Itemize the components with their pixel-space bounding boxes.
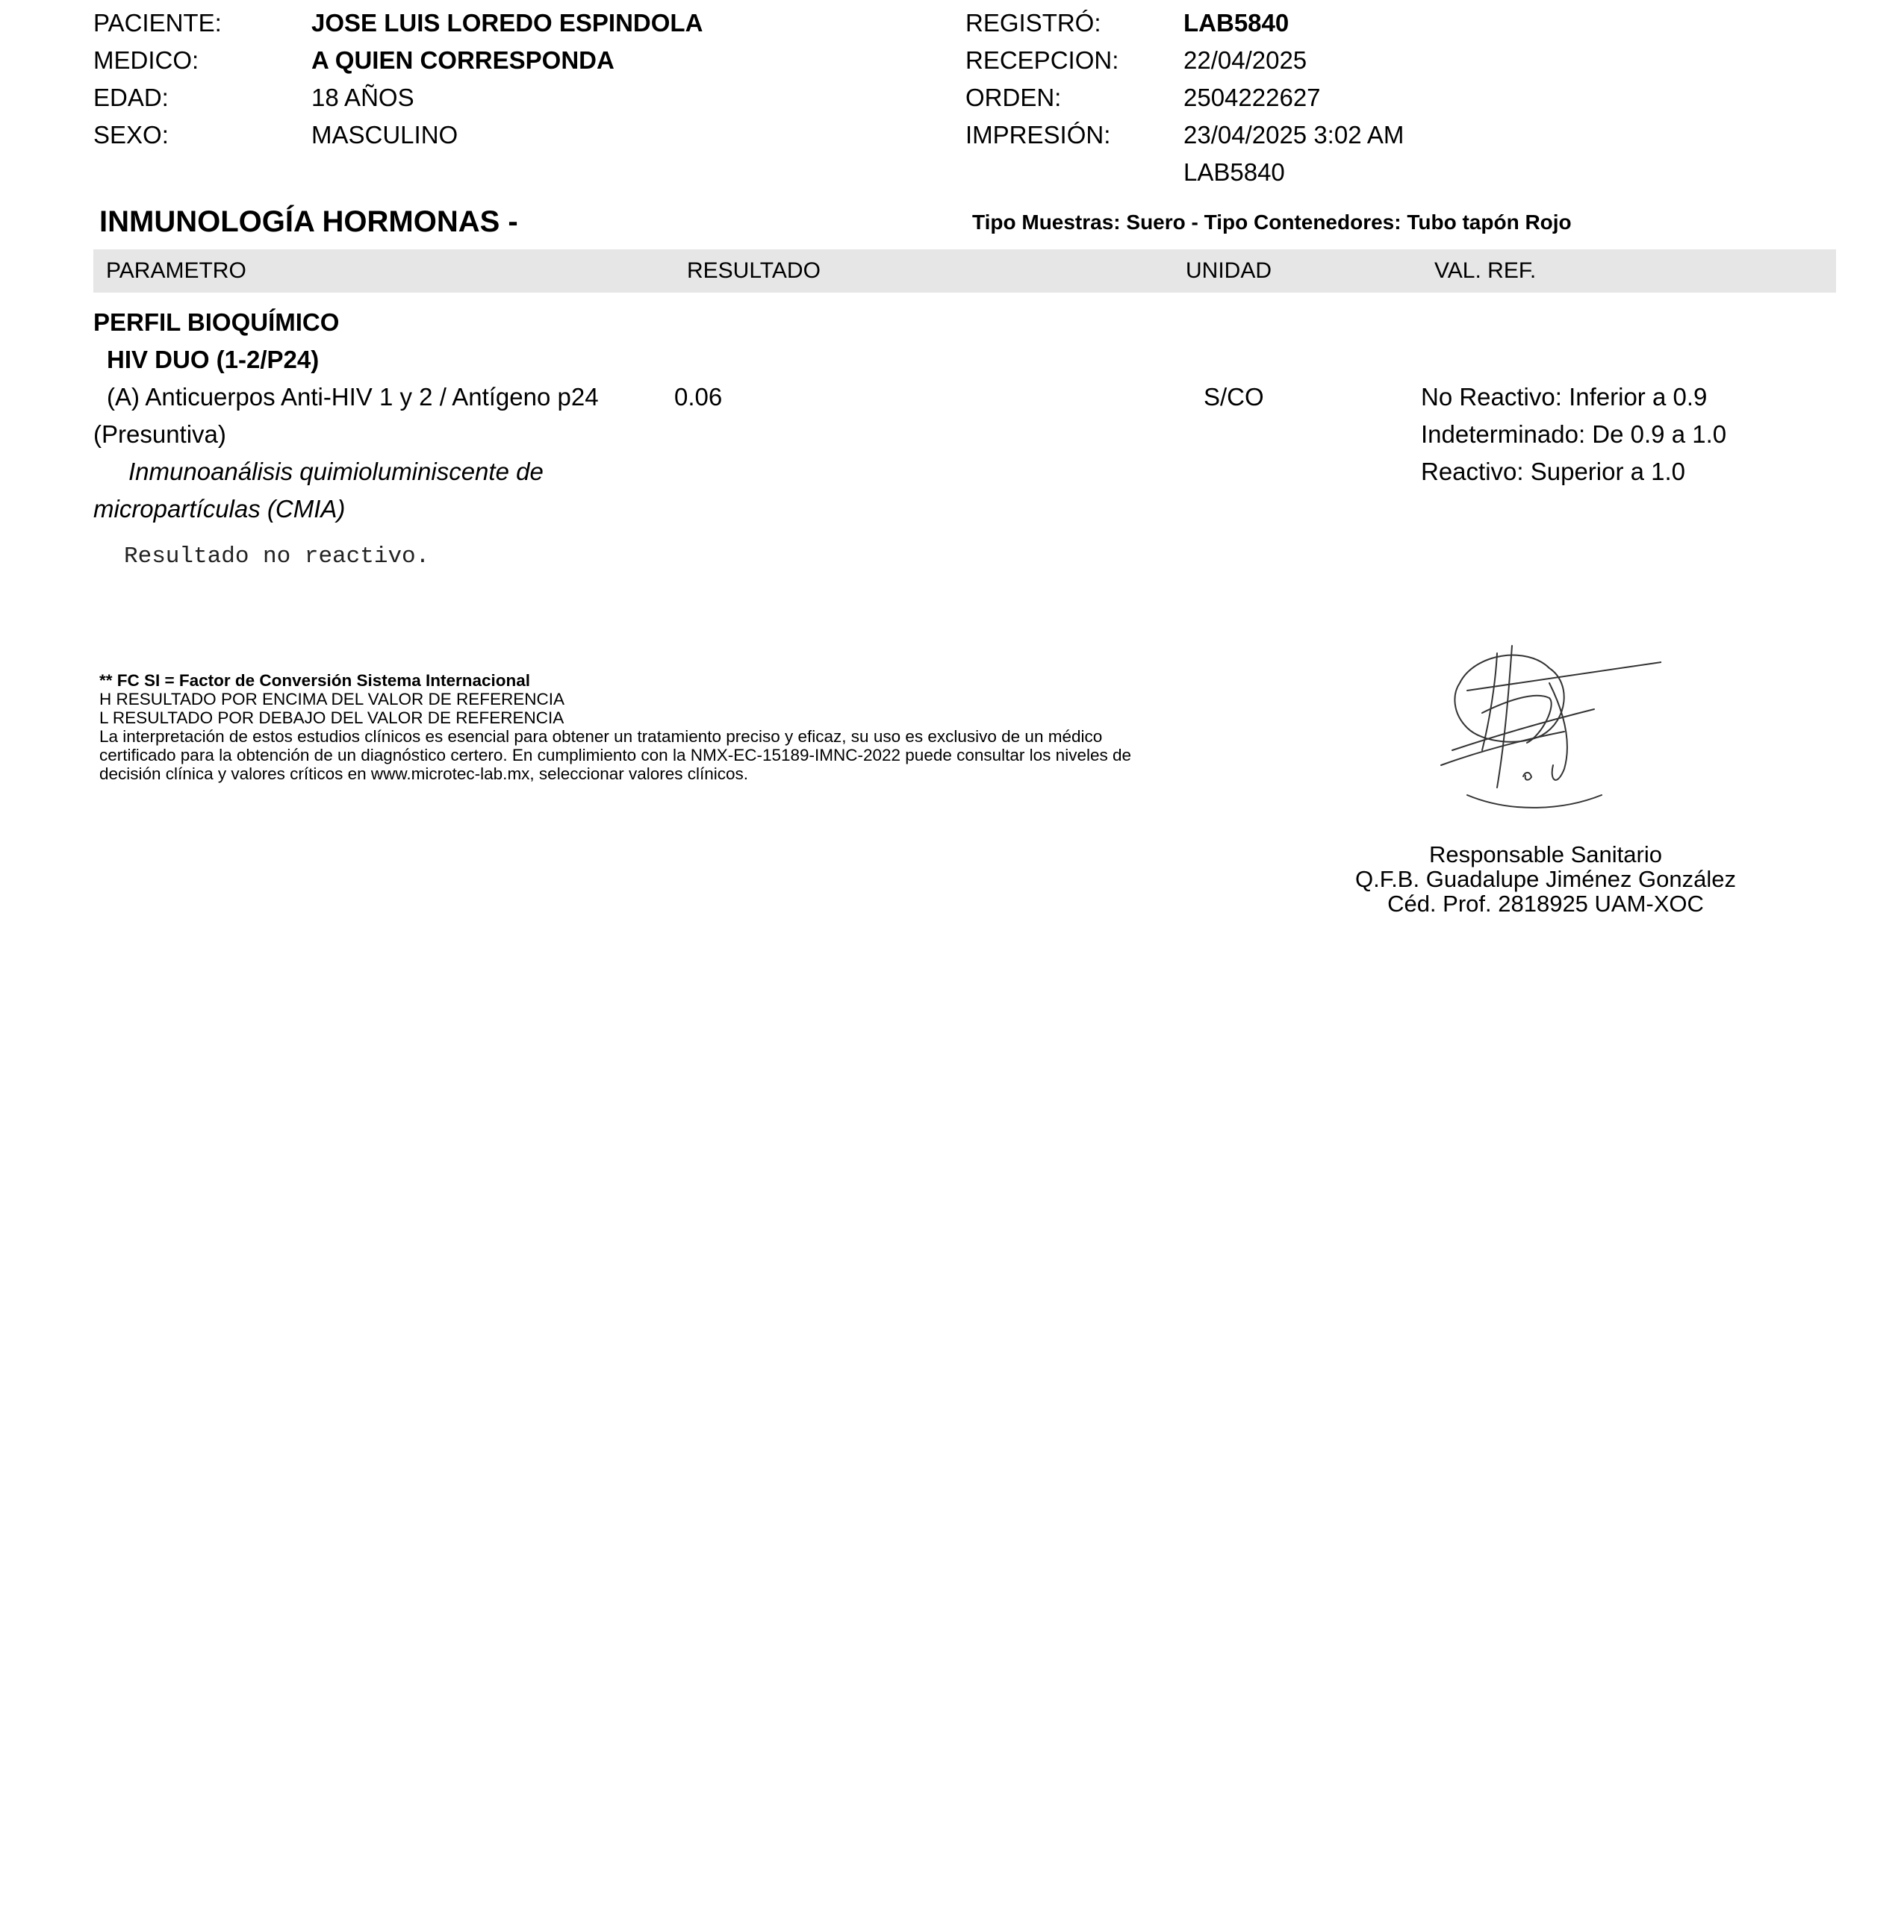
results-table-header [93, 249, 1836, 293]
reception-label: RECEPCION: [965, 46, 1119, 74]
test-name: (A) Anticuerpos Anti-HIV 1 y 2 / Antígeno p24 [107, 383, 599, 411]
print-datetime: 23/04/2025 3:02 AM [1183, 121, 1404, 149]
test-name-cont: (Presuntiva) [93, 420, 226, 448]
header-valref: VAL. REF. [1434, 258, 1537, 283]
header-resultado: RESULTADO [687, 258, 821, 283]
doctor-label: MEDICO: [93, 46, 199, 74]
patient-name: JOSE LUIS LOREDO ESPINDOLA [311, 9, 703, 37]
header-parametro: PARAMETRO [106, 258, 246, 283]
result-comment: Resultado no reactivo. [124, 543, 430, 570]
footer-notes [99, 671, 1131, 783]
patient-label: PACIENTE: [93, 9, 222, 37]
signature-role: Responsable Sanitario [1429, 841, 1662, 867]
handwritten-signature [1437, 638, 1661, 817]
section-title: INMUNOLOGÍA HORMONAS - [99, 205, 518, 238]
print-user: LAB5840 [1183, 158, 1285, 186]
footer-disclaimer-end: decisión clínica y valores críticos en www.microtec-lab.mx, seleccionar valores clínicos. [99, 764, 749, 783]
reception-date: 22/04/2025 [1183, 46, 1307, 74]
doctor-name: A QUIEN CORRESPONDA [311, 46, 615, 74]
signature-name: Q.F.B. Guadalupe Jiménez González [1354, 866, 1737, 892]
test-unit: S/CO [1204, 383, 1264, 411]
test-method: Inmunoanálisis quimioluminiscente de [128, 458, 544, 485]
footer-h-note: H RESULTADO POR ENCIMA DEL VALOR DE REFERENCIA [99, 690, 565, 708]
footer-si-note: ** FC SI = Factor de Conversión Sistema Internacional [99, 671, 531, 690]
signature-license: Céd. Prof. 2818925 UAM-XOC [1387, 891, 1704, 917]
header-unidad: UNIDAD [1186, 258, 1272, 283]
signature-block [1329, 842, 1762, 916]
sample-info: Tipo Muestras: Suero - Tipo Contenedores: Tubo tapón Rojo [972, 211, 1572, 234]
registry-label: REGISTRÓ: [965, 9, 1101, 37]
profile-title: PERFIL BIOQUÍMICO [93, 308, 340, 336]
footer-l-note: L RESULTADO POR DEBAJO DEL VALOR DE REFERENCIA [99, 708, 564, 727]
test-method-cont: micropartículas (CMIA) [93, 495, 346, 523]
registry-value: LAB5840 [1183, 9, 1289, 37]
footer-disclaimer: La interpretación de estos estudios clínicos es esencial para obtener un tratamiento preciso y eficaz, su uso es exclusivo de un médico [99, 727, 1103, 746]
ref-value: Reactivo: Superior a 1.0 [1421, 458, 1686, 485]
age-label: EDAD: [93, 84, 169, 111]
sex-value: MASCULINO [311, 121, 458, 149]
order-number: 2504222627 [1183, 84, 1321, 111]
test-group-title: HIV DUO (1-2/P24) [107, 346, 320, 373]
ref-value: Indeterminado: De 0.9 a 1.0 [1421, 420, 1727, 448]
order-label: ORDEN: [965, 84, 1062, 111]
age-value: 18 AÑOS [311, 84, 414, 111]
ref-value: No Reactivo: Inferior a 0.9 [1421, 383, 1708, 411]
print-label: IMPRESIÓN: [965, 121, 1111, 149]
sex-label: SEXO: [93, 121, 169, 149]
test-result: 0.06 [674, 383, 723, 411]
footer-disclaimer-cont: certificado para la obtención de un diagnóstico certero. En cumplimiento con la NMX-EC-15189-IMNC-2022 puede consultar los niveles de [99, 746, 1131, 764]
